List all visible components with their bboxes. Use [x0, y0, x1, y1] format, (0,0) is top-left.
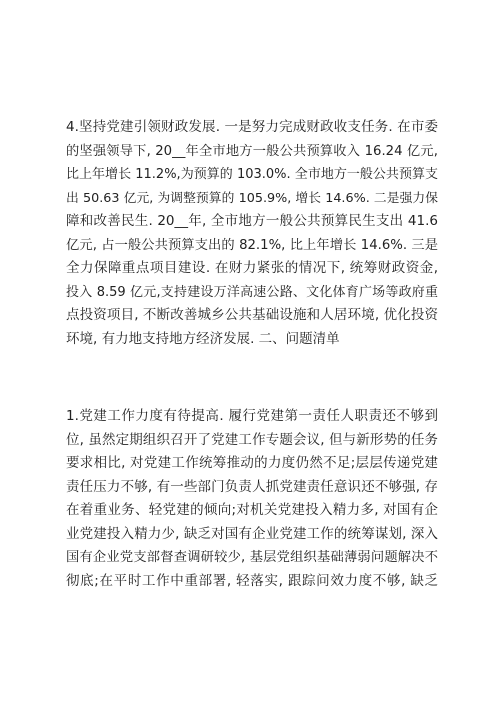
text-line: 的坚强领导下, 20__年全市地方一般公共预算收入 16.24 亿元,	[66, 143, 438, 159]
text-line: 比上年增长 11.2%,为预算的 103.0%. 全市地方一般公共预算支	[66, 167, 438, 182]
paragraph-party-building-issues	[66, 405, 438, 593]
text-line: 位, 虽然定期组织召开了党建工作专题会议, 但与新形势的任务	[66, 431, 438, 448]
text-line: 出 50.63 亿元, 为调整预算的 105.9%, 增长 14.6%. 二是强力保	[66, 190, 438, 206]
text-line: 国有企业党支部督查调研较少, 基层党组织基础薄弱问题解决不	[66, 550, 438, 565]
paragraph-finance-development	[66, 116, 438, 351]
text-line: 全力保障重点项目建设. 在财力紧张的情况下, 统筹财政资金,	[66, 260, 438, 276]
text-line: 亿元, 占一般公共预算支出的 82.1%, 比上年增长 14.6%. 三是	[66, 237, 438, 253]
text-line: 环境, 有力地支持地方经济发展. 二、问题清单	[66, 330, 340, 347]
text-line: 4.坚持党建引领财政发展. 一是努力完成财政收支任务. 在市委	[66, 119, 438, 135]
text-line: 业党建投入精力少, 缺乏对国有企业党建工作的统筹谋划, 深入	[66, 525, 438, 542]
text-line: 在着重业务、轻党建的倾向;对机关党建投入精力多, 对国有企	[66, 502, 438, 518]
text-line: 要求相比, 对党建工作统筹推动的力度仍然不足;层层传递党建	[66, 455, 438, 471]
text-line: 投入 8.59 亿元,支持建设万洋高速公路、文化体育广场等政府重	[66, 284, 438, 300]
text-line: 责任压力不够, 有一些部门负责人抓党建责任意识还不够强, 存	[66, 478, 438, 495]
text-line: 彻底;在平时工作中重部署, 轻落实, 跟踪问效力度不够, 缺乏	[66, 572, 438, 589]
text-line: 障和改善民生. 20__年, 全市地方一般公共预算民生支出 41.6	[66, 213, 438, 229]
text-line: 点投资项目, 不断改善城乡公共基础设施和人居环境, 优化投资	[66, 307, 438, 323]
text-line: 1.党建工作力度有待提高. 履行党建第一责任人职责还不够到	[66, 408, 438, 424]
